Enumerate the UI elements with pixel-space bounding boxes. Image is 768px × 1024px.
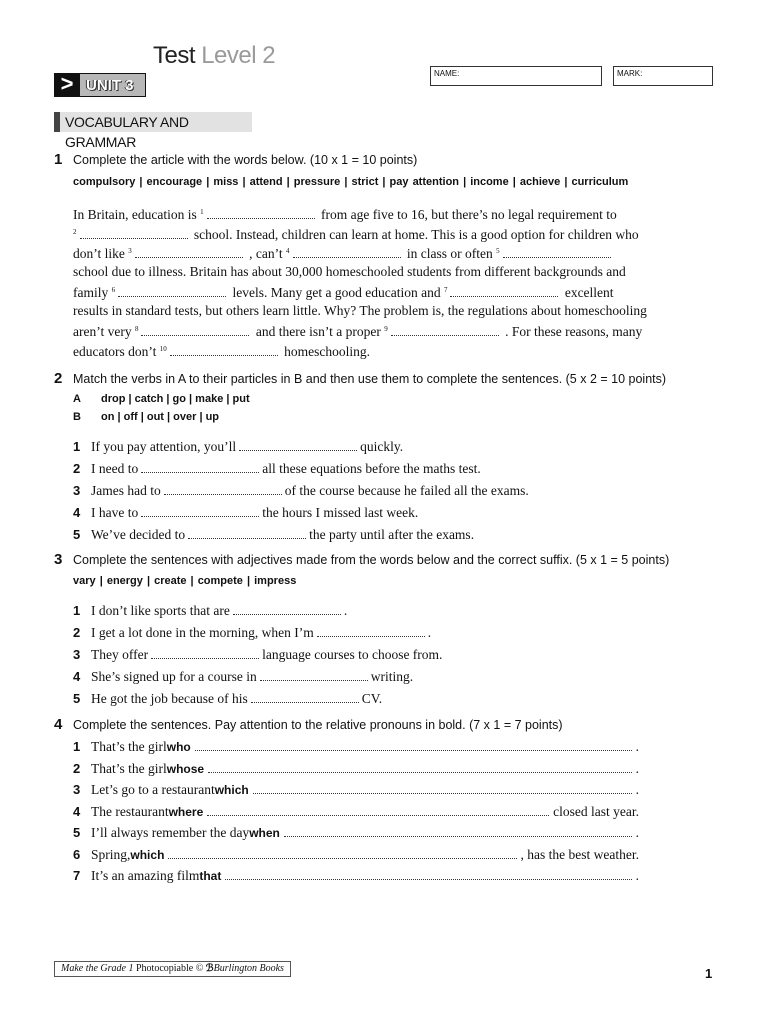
mark-field[interactable]	[613, 66, 713, 86]
item-number: 1	[73, 439, 81, 454]
name-label: NAME:	[434, 69, 460, 78]
group-b-label: B	[73, 411, 81, 423]
unit-label: UNIT 3	[80, 73, 146, 97]
answer-blank[interactable]	[293, 247, 401, 258]
article-text: results in standard tests, but others learn little. Why? The problem is, the regulations about homeschooling	[73, 302, 647, 318]
item-text: Spring,	[91, 846, 131, 862]
gap-number: 4	[286, 247, 290, 255]
question-2-instruction: Match the verbs in A to their particles in B and then use them to complete the sentences. (5 x 2 = 10 points)	[73, 372, 667, 386]
item-text: .	[343, 603, 348, 618]
answer-blank[interactable]	[253, 784, 632, 794]
item-text: .	[427, 625, 432, 640]
gap-number: 9	[384, 325, 388, 333]
article-text: in class or often	[403, 246, 497, 261]
article-text: family	[73, 285, 112, 300]
unit-badge	[54, 73, 146, 97]
group-a	[73, 393, 250, 405]
article-line	[73, 301, 647, 321]
item-text: .	[635, 739, 639, 754]
item-text: He got the job because of his	[91, 691, 248, 706]
item-text: I have to	[91, 505, 139, 520]
answer-blank[interactable]	[284, 827, 632, 837]
relative-pronoun: which	[130, 847, 165, 862]
answer-blank[interactable]	[141, 462, 259, 473]
question-1-article	[73, 203, 647, 359]
section-title: VOCABULARY AND GRAMMAR	[54, 112, 252, 132]
group-a-label: A	[73, 393, 81, 405]
item-text: , has the best weather.	[520, 846, 639, 862]
relative-pronoun: who	[166, 740, 191, 754]
question-1-word-bank: compulsory | encourage | miss | attend | pressure | strict | pay attention | income | achieve | curriculum	[73, 176, 629, 188]
question-4-instruction: Complete the sentences. Pay attention to the relative pronouns in bold. (7 x 1 = 7 points)	[73, 718, 563, 732]
article-text: school. Instead, children can learn at home. This is a good option for children who	[190, 226, 639, 242]
item-text: James had to	[91, 483, 161, 498]
item-number: 4	[73, 803, 81, 819]
article-line	[73, 340, 643, 360]
gap-number: 6	[111, 286, 116, 294]
item-text: of the course because he failed all the exams.	[284, 483, 529, 498]
article-text: aren’t very	[73, 324, 135, 339]
exercise-item	[73, 739, 639, 755]
article-text: levels. Many get a good education and	[229, 285, 444, 300]
exercise-item	[73, 804, 639, 820]
answer-blank[interactable]	[207, 806, 549, 816]
relative-pronoun: whose	[166, 761, 205, 776]
answer-blank[interactable]	[195, 741, 632, 751]
item-text: .	[635, 825, 639, 840]
article-line	[73, 320, 643, 340]
answer-blank[interactable]	[135, 247, 243, 258]
item-text: .	[635, 782, 639, 797]
item-text: .	[635, 868, 639, 883]
test-title	[153, 42, 275, 70]
article-text: homeschooling.	[280, 343, 370, 359]
group-b	[73, 411, 219, 423]
relative-pronoun: when	[249, 826, 280, 840]
footer-brand: Make the Grade 1	[61, 963, 134, 974]
item-text: We’ve decided to	[91, 527, 186, 542]
article-line	[73, 281, 643, 301]
article-text: excellent	[561, 285, 614, 300]
gap-number: 5	[496, 247, 500, 255]
exercise-item	[73, 438, 403, 458]
item-text: CV.	[361, 691, 383, 706]
item-text: language courses to choose from.	[262, 647, 443, 662]
answer-blank[interactable]	[251, 692, 359, 703]
item-number: 6	[73, 846, 81, 862]
exercise-item	[73, 646, 442, 666]
item-text: I need to	[91, 461, 139, 476]
item-number: 3	[73, 483, 81, 498]
item-text: I don’t like sports that are	[91, 603, 230, 618]
answer-blank[interactable]	[168, 849, 516, 859]
article-line	[73, 223, 643, 243]
article-text: school due to illness. Britain has about 30,000 homeschooled students from different backgrounds and	[73, 263, 626, 279]
question-1-number: 1	[54, 151, 63, 168]
gap-number: 1	[200, 208, 204, 216]
mark-label: MARK:	[617, 69, 643, 78]
exercise-item	[73, 624, 431, 644]
question-3-number: 3	[54, 551, 63, 568]
answer-blank[interactable]	[208, 763, 632, 773]
answer-blank[interactable]	[151, 648, 259, 659]
item-number: 5	[73, 825, 81, 840]
item-text: all these equations before the maths test.	[262, 461, 481, 476]
item-text: She’s signed up for a course in	[91, 669, 257, 684]
test-word: Test	[153, 42, 196, 69]
relative-pronoun: where	[168, 804, 204, 819]
relative-pronoun: which	[214, 783, 249, 797]
question-3-word-bank: vary | energy | create | compete | impress	[73, 575, 297, 587]
name-field[interactable]	[430, 66, 602, 86]
item-text: the party until after the exams.	[309, 527, 475, 542]
exercise-item	[73, 868, 639, 884]
answer-blank[interactable]	[450, 286, 558, 297]
item-text: That’s the girl	[91, 760, 167, 776]
article-text: . For these reasons, many	[501, 324, 643, 339]
answer-blank[interactable]	[503, 247, 611, 258]
article-text: and there isn’t a proper	[252, 324, 385, 339]
answer-blank[interactable]	[170, 345, 278, 356]
chevron-right-icon: >	[54, 73, 80, 97]
item-text: the hours I missed last week.	[262, 505, 419, 520]
article-line	[73, 242, 643, 262]
article-text: , can’t	[245, 246, 286, 261]
exercise-item	[73, 668, 413, 688]
answer-blank[interactable]	[118, 286, 226, 297]
item-number: 2	[73, 461, 81, 476]
group-a-words: drop | catch | go | make | put	[101, 393, 250, 405]
item-text: quickly.	[360, 439, 404, 454]
item-text: I get a lot done in the morning, when I’m	[91, 625, 314, 640]
item-number: 2	[73, 625, 81, 640]
item-number: 5	[73, 691, 81, 706]
exercise-item	[73, 690, 382, 710]
answer-blank[interactable]	[260, 670, 368, 681]
item-number: 4	[73, 505, 81, 520]
item-text: closed last year.	[553, 803, 639, 819]
footer-credit	[54, 961, 291, 977]
answer-blank[interactable]	[80, 228, 188, 239]
exercise-item	[73, 504, 418, 524]
publisher-logo-icon: ℬ	[205, 963, 214, 974]
item-text: The restaurant	[91, 803, 169, 819]
answer-blank[interactable]	[225, 870, 631, 880]
item-number: 3	[73, 647, 81, 662]
item-number: 7	[73, 868, 81, 883]
question-4-number: 4	[54, 716, 63, 733]
answer-blank[interactable]	[391, 325, 499, 336]
question-1-instruction: Complete the article with the words below. (10 x 1 = 10 points)	[73, 153, 418, 167]
level-word: Level 2	[201, 42, 276, 69]
exercise-item	[73, 460, 481, 480]
article-text: In Britain, education is	[73, 207, 201, 222]
gap-number: 10	[159, 344, 167, 353]
question-3-instruction: Complete the sentences with adjectives made from the words below and the correct suffix. (5 x 1 = 5 points)	[73, 553, 670, 567]
exercise-item	[73, 526, 474, 546]
article-text: from age five to 16, but there’s no legal requirement to	[317, 207, 617, 222]
item-number: 3	[73, 782, 81, 797]
item-text: .	[635, 760, 639, 776]
answer-blank[interactable]	[141, 325, 249, 336]
footer-publisher: Burlington Books	[213, 963, 284, 974]
gap-number: 3	[128, 247, 132, 255]
item-number: 2	[73, 760, 81, 776]
exercise-item	[73, 782, 639, 798]
answer-blank[interactable]	[164, 484, 282, 495]
relative-pronoun: that	[199, 869, 222, 883]
page-number: 1	[705, 966, 713, 981]
gap-number: 7	[443, 286, 448, 294]
item-text: It’s an amazing film	[91, 868, 200, 883]
question-2-number: 2	[54, 370, 63, 387]
gap-number: 2	[73, 227, 77, 236]
answer-blank[interactable]	[207, 208, 315, 219]
item-text: I’ll always remember the day	[91, 825, 250, 840]
group-b-words: on | off | out | over | up	[101, 411, 220, 423]
exercise-item	[73, 847, 639, 863]
gap-number: 8	[134, 325, 139, 333]
article-line	[73, 262, 643, 282]
item-number: 5	[73, 527, 81, 542]
item-number: 4	[73, 669, 81, 684]
item-number: 1	[73, 603, 81, 618]
item-text: They offer	[91, 647, 149, 662]
exercise-item	[73, 482, 529, 502]
exercise-item	[73, 825, 639, 841]
answer-blank[interactable]	[188, 528, 306, 539]
exercise-item	[73, 761, 639, 777]
item-text: If you pay attention, you’ll	[91, 439, 237, 454]
answer-blank[interactable]	[233, 604, 341, 615]
answer-blank[interactable]	[141, 506, 259, 517]
item-text: writing.	[370, 669, 414, 684]
exercise-item	[73, 602, 347, 622]
item-text: Let’s go to a restaurant	[91, 782, 215, 797]
item-number: 1	[73, 739, 81, 754]
article-text: educators don’t	[73, 343, 160, 359]
footer-copy: Photocopiable ©	[133, 963, 206, 974]
article-line	[73, 203, 643, 223]
item-text: That’s the girl	[91, 739, 167, 754]
answer-blank[interactable]	[317, 626, 425, 637]
answer-blank[interactable]	[239, 440, 357, 451]
article-text: don’t like	[73, 246, 129, 261]
